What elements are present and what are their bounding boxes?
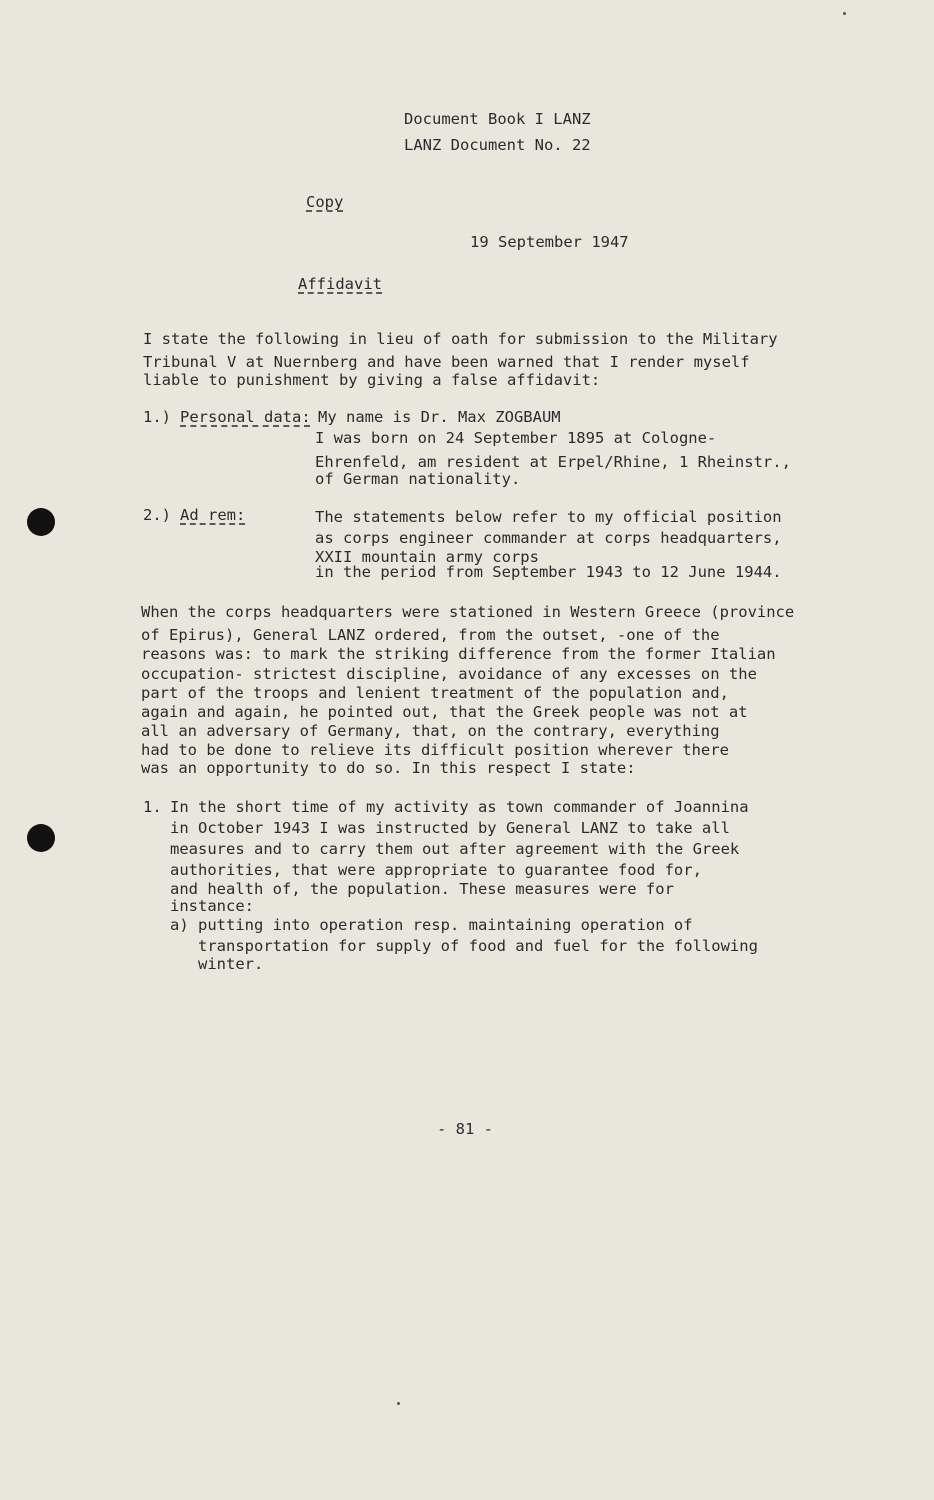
intro-line: liable to punishment by giving a false affidavit: [143, 371, 601, 389]
paragraph-line: had to be done to relieve its difficult position wherever there [141, 741, 729, 759]
item-2-label: Ad rem: [180, 506, 246, 524]
intro-line: I state the following in lieu of oath for submission to the Military [143, 330, 778, 348]
header-line-2: LANZ Document No. 22 [404, 136, 591, 154]
item-2-line: in the period from September 1943 to 12 June 1944. [315, 563, 782, 581]
point-1-line: instance: [170, 897, 254, 915]
item-2-number: 2.) [143, 506, 171, 524]
item-1-line: My name is Dr. Max ZOGBAUM [318, 408, 561, 426]
paragraph-line: When the corps headquarters were stationed in Western Greece (province [141, 603, 795, 621]
intro-line: Tribunal V at Nuernberg and have been warned that I render myself [143, 353, 750, 371]
speck [397, 1402, 400, 1405]
paragraph-line: again and again, he pointed out, that the Greek people was not at [141, 703, 748, 721]
point-1-line: authorities, that were appropriate to guarantee food for, [170, 861, 702, 879]
copy-label: Copy [306, 193, 344, 211]
item-2-line: The statements below refer to my official position [315, 508, 782, 526]
paragraph-line: of Epirus), General LANZ ordered, from the outset, -one of the [141, 626, 720, 644]
point-1-number: 1. [143, 798, 162, 816]
punch-hole [27, 508, 55, 536]
header-line-1: Document Book I LANZ [404, 110, 591, 128]
paragraph-line: part of the troops and lenient treatment of the population and, [141, 684, 729, 702]
speck [843, 12, 846, 15]
item-1-line: I was born on 24 September 1895 at Cologne- [315, 429, 717, 447]
point-1-line: measures and to carry them out after agreement with the Greek [170, 840, 740, 858]
sub-a-line: transportation for supply of food and fuel for the following [198, 937, 758, 955]
item-1-line: Ehrenfeld, am resident at Erpel/Rhine, 1 Rheinstr., [315, 453, 791, 471]
document-date: 19 September 1947 [470, 233, 629, 251]
page-number: - 81 - [437, 1120, 493, 1138]
point-1-line: in October 1943 I was instructed by General LANZ to take all [170, 819, 730, 837]
paragraph-line: all an adversary of Germany, that, on the contrary, everything [141, 722, 720, 740]
item-1-line: of German nationality. [315, 470, 521, 488]
point-1-line: In the short time of my activity as town commander of Joannina [170, 798, 749, 816]
sub-a-line: winter. [198, 955, 264, 973]
paragraph-line: reasons was: to mark the striking difference from the former Italian [141, 645, 776, 663]
punch-hole [27, 824, 55, 852]
paragraph-line: occupation- strictest discipline, avoidance of any excesses on the [141, 665, 757, 683]
document-title: Affidavit [298, 275, 382, 293]
sub-a-line: putting into operation resp. maintaining operation of [198, 916, 693, 934]
item-2-line: as corps engineer commander at corps headquarters, [315, 529, 782, 547]
item-2-line: XXII mountain army corps [315, 548, 539, 566]
point-1-line: and health of, the population. These measures were for [170, 880, 674, 898]
item-1-number: 1.) [143, 408, 171, 426]
paragraph-line: was an opportunity to do so. In this respect I state: [141, 759, 636, 777]
sub-a-label: a) [170, 916, 189, 934]
item-1-label: Personal data: [180, 408, 311, 426]
